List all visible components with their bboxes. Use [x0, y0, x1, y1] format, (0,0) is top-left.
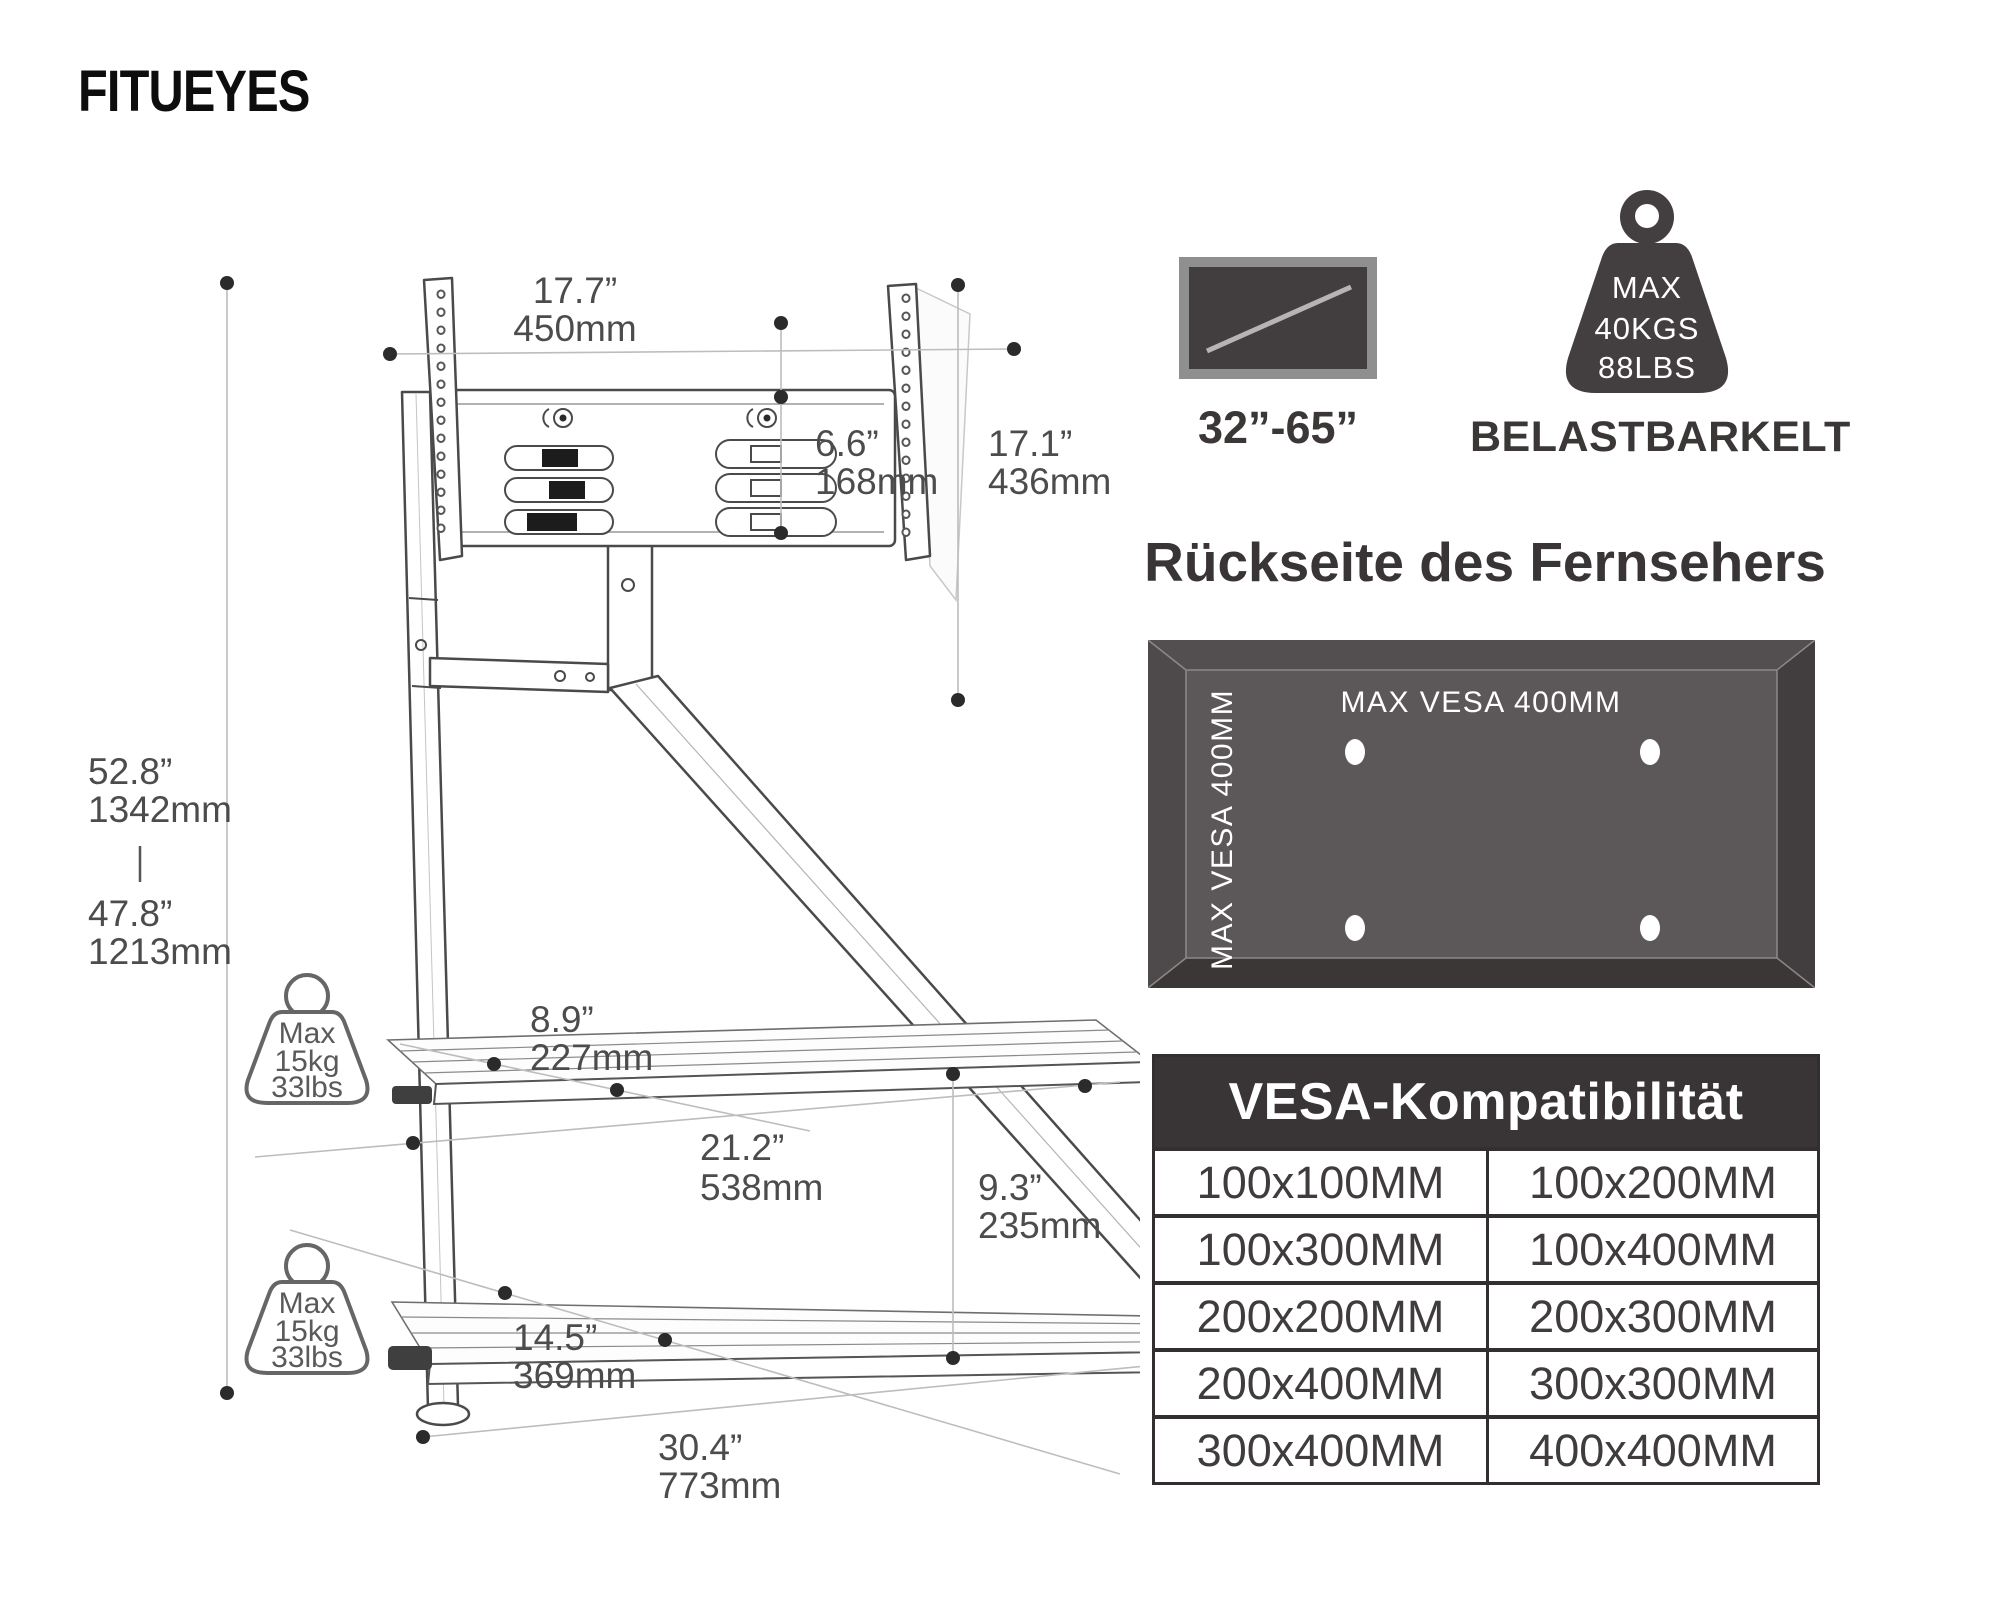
shelf-load-icon-top — [247, 975, 368, 1104]
dim-mount-mm: 436mm — [988, 461, 1112, 502]
dim-shelf-width-inch: 21.2” — [700, 1127, 785, 1168]
brand-logo-light: FITU — [78, 59, 183, 124]
tv-back-heading: Rückseite des Fernsehers — [1144, 531, 1826, 593]
max-load-line1: MAX — [1611, 270, 1683, 305]
tv-back-panel — [1148, 640, 1815, 988]
vesa-cell: 300x300MM — [1486, 1348, 1817, 1415]
shelf-load-line1: Max — [278, 1017, 336, 1050]
dim-shelf-depth-inch: 8.9” — [530, 999, 594, 1040]
crossbar — [430, 658, 608, 692]
screen-size-label: 32”-65” — [1197, 402, 1359, 453]
shelf-load-line3: 33lbs — [271, 1341, 343, 1374]
vesa-cell: 200x300MM — [1486, 1281, 1817, 1348]
bottom-shelf — [388, 1302, 1140, 1384]
dim-base-height-inch: 9.3” — [978, 1167, 1042, 1208]
dim-base-height-mm: 235mm — [978, 1205, 1102, 1246]
tv-screen — [1189, 267, 1367, 369]
shelf-load-line1: Max — [278, 1287, 336, 1320]
max-vesa-horizontal-label: MAX VESA 400MM — [1340, 686, 1622, 719]
max-load-weight-icon — [1540, 186, 1755, 411]
vesa-cell: 100x100MM — [1155, 1147, 1486, 1214]
dim-shelf-depth-mm: 227mm — [530, 1037, 654, 1078]
brand-logo-bold: EYES — [182, 59, 310, 124]
vesa-cell: 200x200MM — [1155, 1281, 1486, 1348]
max-load-line2: 40KGS — [1594, 311, 1700, 346]
shelf-load-line2: 15kg — [274, 1315, 340, 1348]
dim-height-max-inch: 52.8” — [88, 751, 173, 792]
shelf-load-line2: 15kg — [274, 1045, 340, 1078]
vesa-table-body — [1155, 1147, 1817, 1482]
dim-shelf-width-mm: 538mm — [700, 1167, 824, 1208]
dim-base-width-inch: 30.4” — [658, 1427, 743, 1468]
screen-size-icon — [1179, 257, 1377, 379]
dim-base-depth-mm: 369mm — [513, 1355, 637, 1396]
shelf-load-icon-bottom — [247, 1245, 368, 1374]
vesa-cell: 300x400MM — [1155, 1415, 1486, 1482]
dim-width-top-inch: 17.7” — [532, 270, 618, 311]
dim-base-depth-inch: 14.5” — [513, 1317, 598, 1358]
vesa-cell: 100x400MM — [1486, 1214, 1817, 1281]
vesa-cell: 100x300MM — [1155, 1214, 1486, 1281]
front-foot — [417, 1403, 469, 1425]
center-column — [608, 545, 652, 690]
dim-height-min-inch: 47.8” — [88, 893, 173, 934]
dim-base-width-mm: 773mm — [658, 1465, 782, 1506]
max-load-line3: 88LBS — [1597, 350, 1697, 385]
dim-height-min-mm: 1213mm — [88, 931, 232, 972]
vesa-cell: 200x400MM — [1155, 1348, 1486, 1415]
dim-height-max-mm: 1342mm — [88, 789, 232, 830]
dim-width-top-mm: 450mm — [513, 308, 637, 349]
dim-bracket-mm: 168mm — [815, 461, 939, 502]
vesa-cell: 100x200MM — [1486, 1147, 1817, 1214]
tv-diagonal-icon — [1189, 267, 1367, 369]
rear-leg — [610, 676, 1140, 1360]
vesa-table-title: VESA-Kompatibilität — [1155, 1057, 1817, 1147]
dim-bracket-inch: 6.6” — [815, 423, 879, 464]
max-vesa-vertical-label: MAX VESA 400MM — [1206, 688, 1239, 970]
vesa-cell: 400x400MM — [1486, 1415, 1817, 1482]
max-load-caption: BELASTBARKELT — [1470, 413, 1851, 461]
dim-mount-inch: 17.1” — [988, 423, 1073, 464]
vesa-compatibility-table — [1152, 1054, 1820, 1485]
shelf-load-line3: 33lbs — [271, 1071, 343, 1104]
